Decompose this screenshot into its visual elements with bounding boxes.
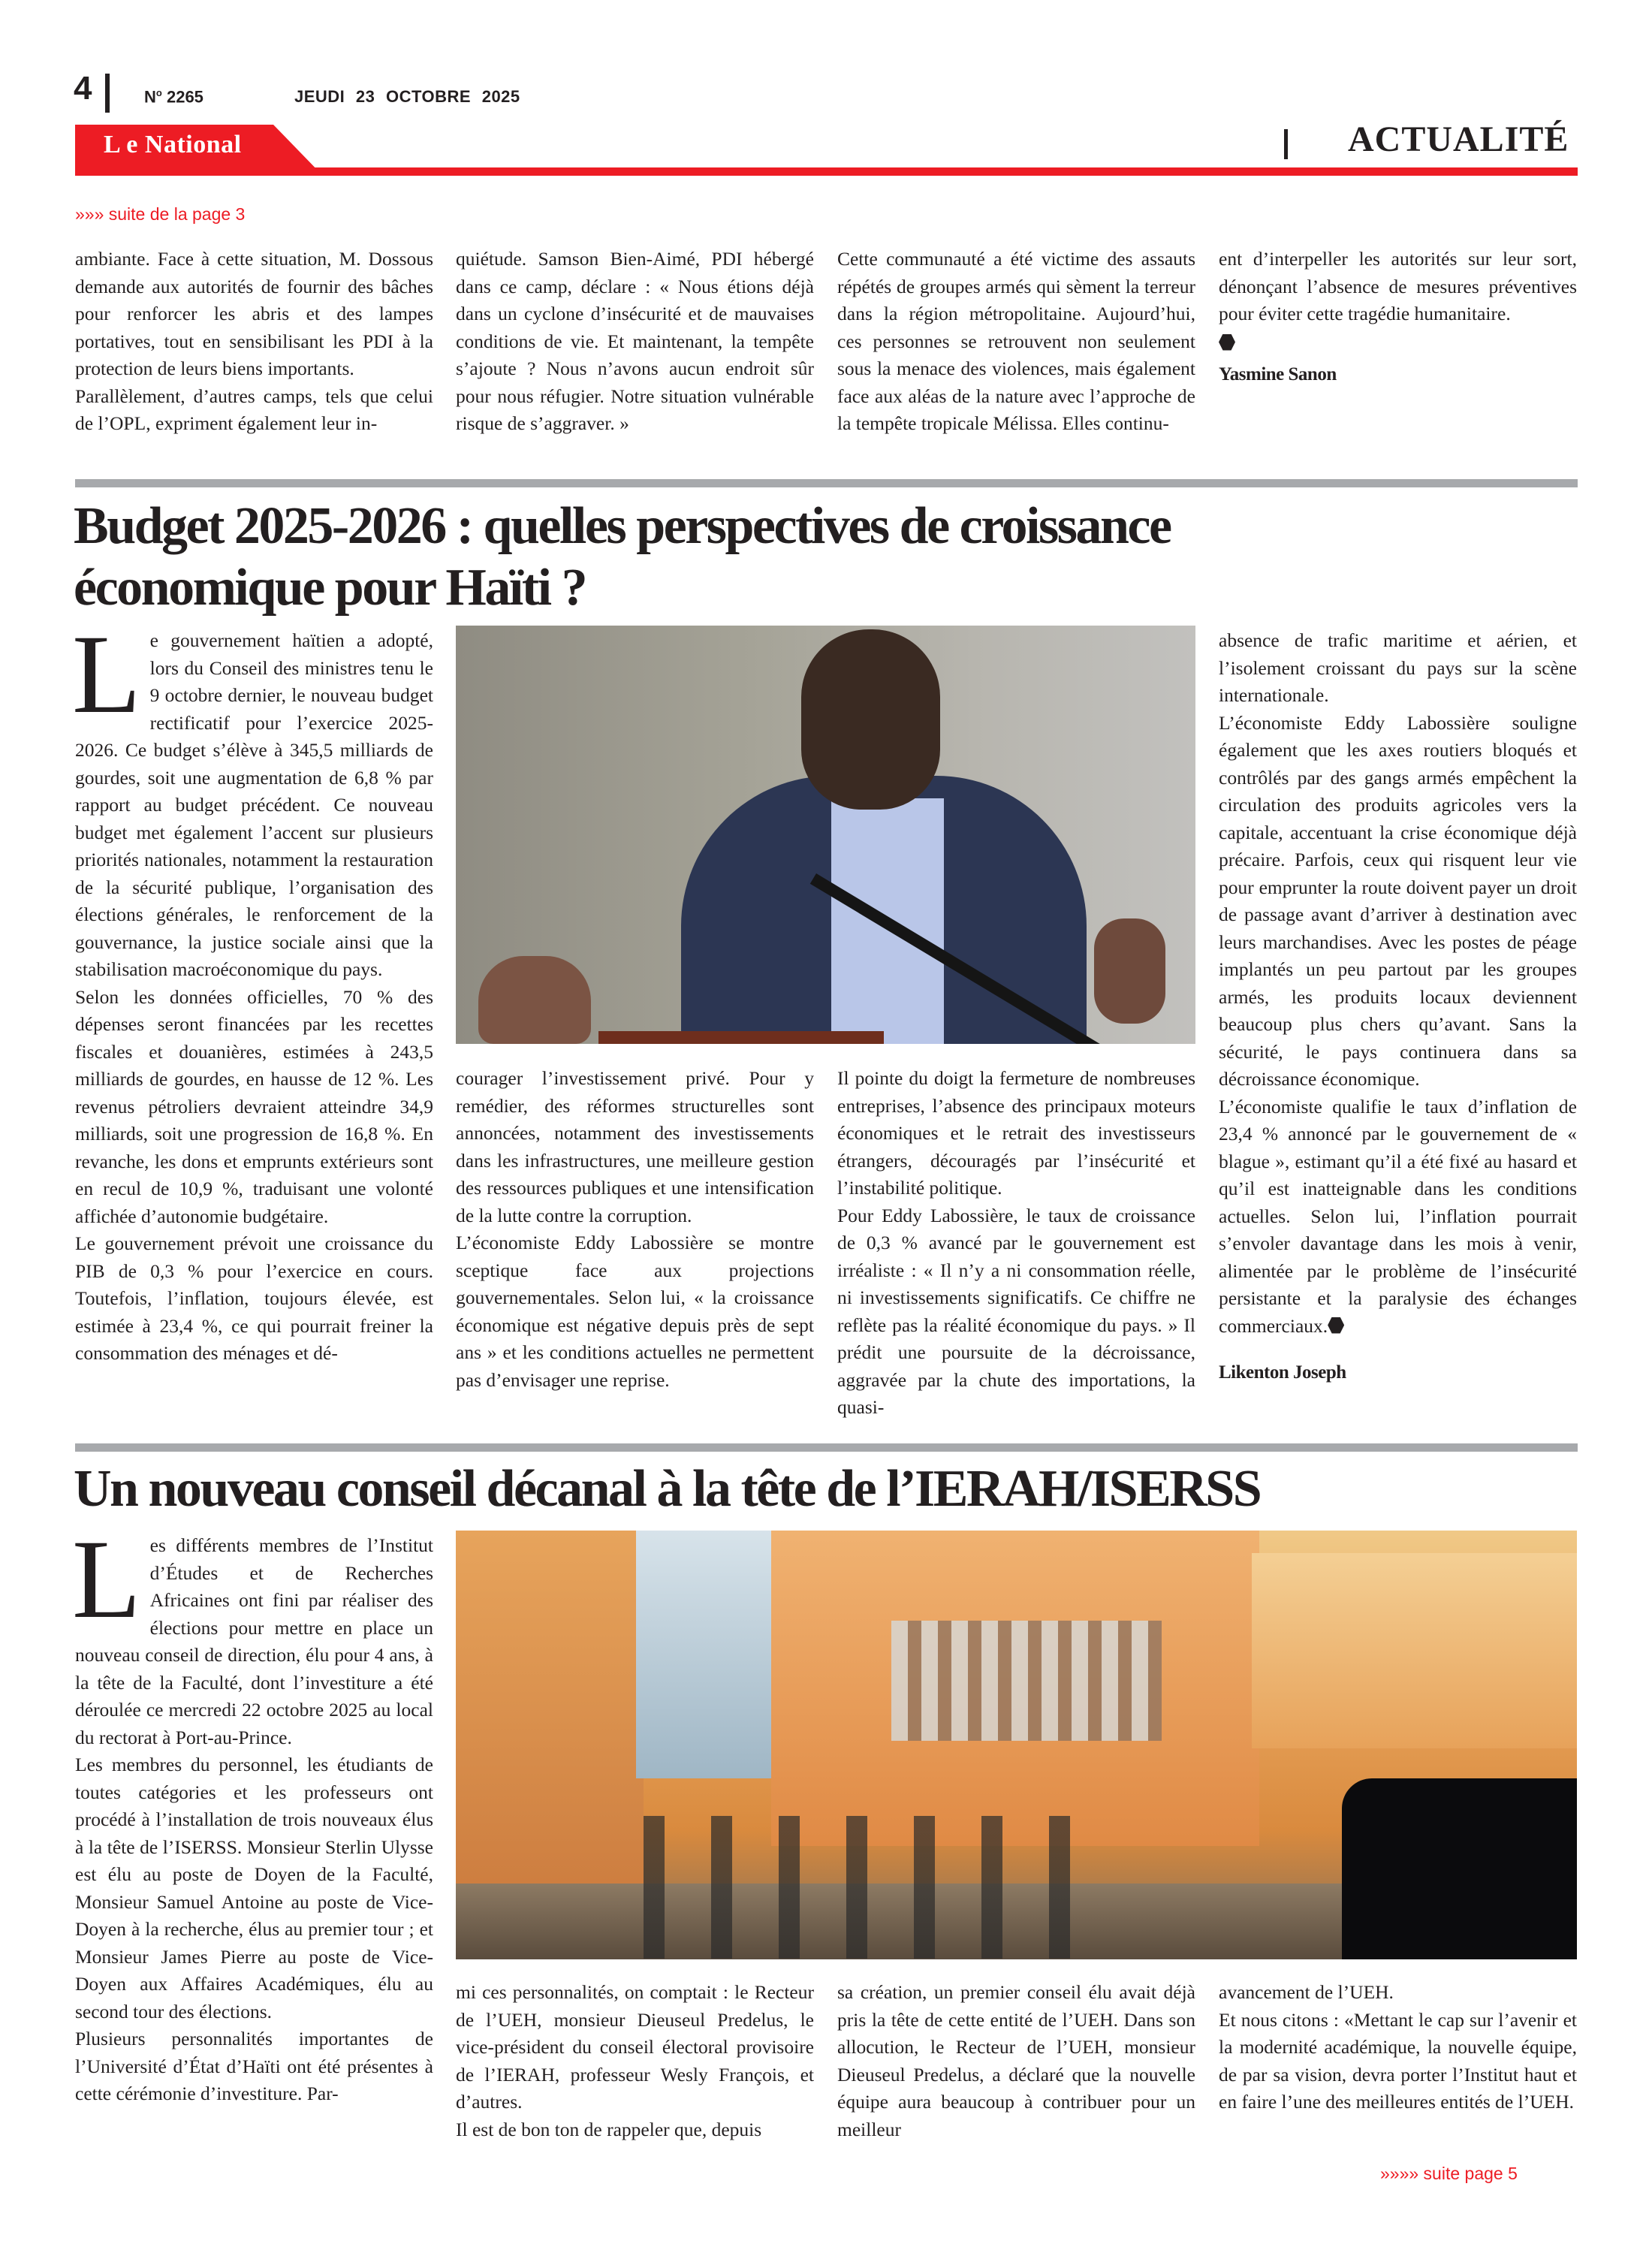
photo-detail-windows	[891, 1621, 1162, 1741]
paragraph: ambiante. Face à cette situation, M. Dossous demande aux autorités de fournir des bâches pour renforcer les abris et des lampes portatives, tout en sensibilisant les PDI à la protection de leurs biens importants.	[75, 248, 433, 379]
university-building-photo	[456, 1531, 1577, 1959]
paragraph: L’économiste qualifie le taux d’inflation de 23,4 % annoncé par le gouvernement de « blague », estimant qu’il a été fixé au hasard et qu’il est inatteignable dans les conditions actuelles. Selon lui, l’inflation pourrait s’envoler davantage dans les mois à venir, alimentée par le problème de l’insécurité persistante et la paralysie des échanges commerciaux.	[1219, 1095, 1577, 1337]
drop-cap: L	[72, 1517, 141, 1642]
continued-article-col2	[456, 246, 814, 438]
paragraph: L’économiste Eddy Labossière souligne également que les axes routiers bloqués et contrôlés par des gangs armés empêchent la circulation des produits agricoles vers la capitale, accentuant la crise économique déjà précaire. Parfois, ceux qui risquent leur vie pour emprunter la route doivent payer un droit de passage avant d’arriver à destination avec leurs marchandises. Avec les postes de péage implantés un peu partout par les groupes armés, les produits locaux deviennent beaucoup plus chers qu’avant. Sans la sécurité, le pays continuera dans sa décroissance économique.	[1219, 711, 1577, 1090]
article-separator	[75, 1443, 1578, 1452]
author-byline: Yasmine Sanon	[1219, 364, 1337, 385]
section-divider	[1284, 129, 1288, 159]
end-mark-icon	[1219, 334, 1235, 351]
speaker-photo	[456, 626, 1195, 1044]
continued-article-col4	[1219, 246, 1577, 389]
issue-sup: o	[155, 87, 162, 98]
paragraph: Selon les données officielles, 70 % des dépenses seront financées par les recettes fiscales et douanières, estimées à 243,5 milliards de gourdes, en hausse de 12 %. Les revenus pétroliers devraient atteindre 34,9 milliards, soit une progression de 16,8 %. En revanche, les dons et emprunts extérieurs sont en recul de 10,9 %, traduisant une volonté affichée d’autonomie budgétaire.	[75, 985, 433, 1227]
ierah-article-col1	[72, 1517, 433, 2108]
paragraph: absence de trafic maritime et aérien, et l’isolement croissant du pays sur la scène internationale.	[1219, 629, 1577, 706]
budget-article-col3	[837, 1065, 1195, 1422]
section-title: ACTUALITÉ	[1348, 119, 1569, 159]
photo-detail-vehicle	[1342, 1778, 1577, 1959]
continued-from-link[interactable]: »»» suite de la page 3	[75, 204, 246, 224]
paragraph: Il pointe du doigt la fermeture de nombreuses entreprises, l’absence des principaux moteurs économiques et le retrait des investisseurs étrangers, découragés par l’insécurité et l’instabilité politique.	[837, 1067, 1195, 1199]
author-byline: Likenton Joseph	[1219, 1362, 1346, 1383]
issue-value: 2265	[166, 87, 203, 107]
paragraph: sa création, un premier conseil élu avait déjà pris la tête de cette entité de l’UEH. Dans son allocution, le Recteur de l’UEH, monsieur Dieuseul Predelus, a déclaré que la nouvelle équipe aura beaucoup à contribuer pour un meilleur	[837, 1981, 1195, 2140]
budget-headline	[74, 496, 1171, 619]
paragraph: ent d’interpeller les autorités sur leur sort, dénonçant l’absence de mesures préventives pour éviter cette tragédie humanitaire.	[1219, 248, 1577, 324]
continued-article-col1	[75, 246, 433, 438]
paragraph: mi ces personnalités, on comptait : le Recteur de l’UEH, monsieur Dieuseul Predelus, le vice-président du conseil électoral provisoire de l’IERAH, professeur Wesly François, et d’autres.	[456, 1981, 814, 2113]
drop-cap: L	[72, 612, 141, 737]
continued-article-col3	[837, 246, 1195, 438]
photo-detail-head	[801, 629, 940, 810]
paragraph: quiétude. Samson Bien-Aimé, PDI hébergé dans ce camp, déclare : « Nous étions déjà dans un cyclone d’insécurité et de mauvaises conditions de vie. Et maintenant, la tempête s’ajoute ? Nous n’avons aucun endroit sûr pour nous réfugier. Notre situation vulnérable risque de s’aggraver. »	[456, 248, 814, 434]
continued-to-link[interactable]: »»»» suite page 5	[1380, 2164, 1518, 2183]
budget-article-col1	[72, 612, 433, 1368]
photo-detail-people	[644, 1816, 1094, 1959]
photo-detail-hand	[478, 956, 591, 1044]
paragraph: Cette communauté a été victime des assauts répétés de groupes armés qui sèment la terreur dans la région métropolitaine. Aujourd’hui, ces personnes se retrouvent non seulement sous la menace des violences, mais également face aux aléas de la nature avec l’approche de la tempête tropicale Mélissa. Elles continu-	[837, 248, 1195, 434]
publication-date: JEUDI 23 OCTOBRE 2025	[294, 87, 520, 106]
headline-line: économique pour Haïti ?	[74, 559, 586, 617]
headline-line: Budget 2025-2026 : quelles perspectives de croissance	[74, 497, 1171, 555]
photo-detail-hand	[1094, 918, 1165, 1024]
budget-article-col4	[1219, 627, 1577, 1387]
paragraph: Pour Eddy Labossière, le taux de croissance de 0,3 % avancé par le gouvernement est irréaliste : « Il n’y a ni consommation réelle, ni investissements significatifs. Ce chiffre ne reflète pas la réalité économique du pays. » Il prédit une poursuite de la décroissance, aggravée par la chute des importations, la quasi-	[837, 1204, 1195, 1418]
paragraph: e gouvernement haïtien a adopté, lors du Conseil des ministres tenu le 9 octobre dernier, le nouveau budget rectificatif pour l’exercice 2025-2026. Ce budget s’élève à 345,5 milliards de gourdes, soit une augmentation de 6,8 % par rapport au budget précédent. Ce nouveau budget met également l’accent sur plusieurs priorités nationales, notamment la restauration de la sécurité publique, l’organisation des élections générales, le renforcement de la gouvernance, la justice sociale ainsi que la stabilisation macroéconomique du pays.	[75, 629, 433, 980]
ierah-article-col2	[456, 1979, 814, 2143]
paragraph: es différents membres de l’Institut d’Études et de Recherches Africaines ont fini par réaliser des élections pour mettre en place un nouveau conseil de direction, élu pour 4 ans, à la tête de la Faculté, dont l’investiture a été déroulée ce mercredi 22 octobre 2025 au local du rectorat à Port-au-Prince.	[75, 1534, 433, 1748]
paragraph: Le gouvernement prévoit une croissance du PIB de 0,3 % pour l’exercice en cours. Toutefois, l’inflation, toujours élevée, est estimée à 23,4 %, ce qui pourrait freiner la consommation des ménages et dé-	[75, 1232, 433, 1364]
paragraph: Les membres du personnel, les étudiants de toutes catégories et les professeurs ont procédé à l’installation de trois nouveaux élus à la tête de l’ISERSS. Monsieur Sterlin Ulysse est élu au poste de Doyen de la Faculté, Monsieur Samuel Antoine au poste de Vice-Doyen à la recherche, élus au premier tour ; et Monsieur James Pierre au poste de Vice-Doyen aux Affaires Académiques, élu au second tour des élections.	[75, 1754, 433, 2022]
article-separator	[75, 479, 1578, 487]
paragraph: avancement de l’UEH.	[1219, 1981, 1394, 2003]
ierah-article-col4	[1219, 1979, 1577, 2116]
issue-prefix: N	[144, 87, 156, 107]
paragraph: Il est de bon ton de rappeler que, depuis	[456, 2118, 762, 2140]
end-mark-icon	[1328, 1317, 1344, 1334]
issue-number	[144, 87, 203, 107]
brand-logo[interactable]: L e National	[104, 131, 242, 158]
paragraph: Plusieurs personnalités importantes de l’Université d’État d’Haïti ont été présentes à cette cérémonie d’investiture. Par-	[75, 2028, 433, 2104]
page-number-divider	[105, 74, 110, 113]
page-number: 4	[74, 70, 92, 107]
ierah-article-col3	[837, 1979, 1195, 2143]
paragraph: Et nous citons : «Mettant le cap sur l’avenir et la modernité académique, la nouvelle équipe, de par sa vision, devra porter l’Institut haut et en faire l’une des meilleures entités de l’UEH.	[1219, 2008, 1577, 2113]
paragraph: Parallèlement, d’autres camps, tels que celui de l’OPL, expriment également leur in-	[75, 385, 433, 434]
paragraph: courager l’investissement privé. Pour y remédier, des réformes structurelles sont annoncées, notamment des investissements dans les infrastructures, une meilleure gestion des ressources publiques et une intensification de la lutte contre la corruption.	[456, 1067, 814, 1226]
budget-article-col2	[456, 1065, 814, 1394]
photo-detail-podium	[598, 1031, 884, 1044]
ierah-headline: Un nouveau conseil décanal à la tête de l’IERAH/ISERSS	[74, 1460, 1261, 1518]
photo-detail-sky	[636, 1531, 771, 1778]
paragraph: L’économiste Eddy Labossière se montre sceptique face aux projections gouvernementales. Selon lui, « la croissance économique est négative depuis près de sept ans » et les conditions actuelles ne permettent pas d’envisager une reprise.	[456, 1232, 814, 1391]
photo-detail-balcony	[1252, 1553, 1577, 1748]
